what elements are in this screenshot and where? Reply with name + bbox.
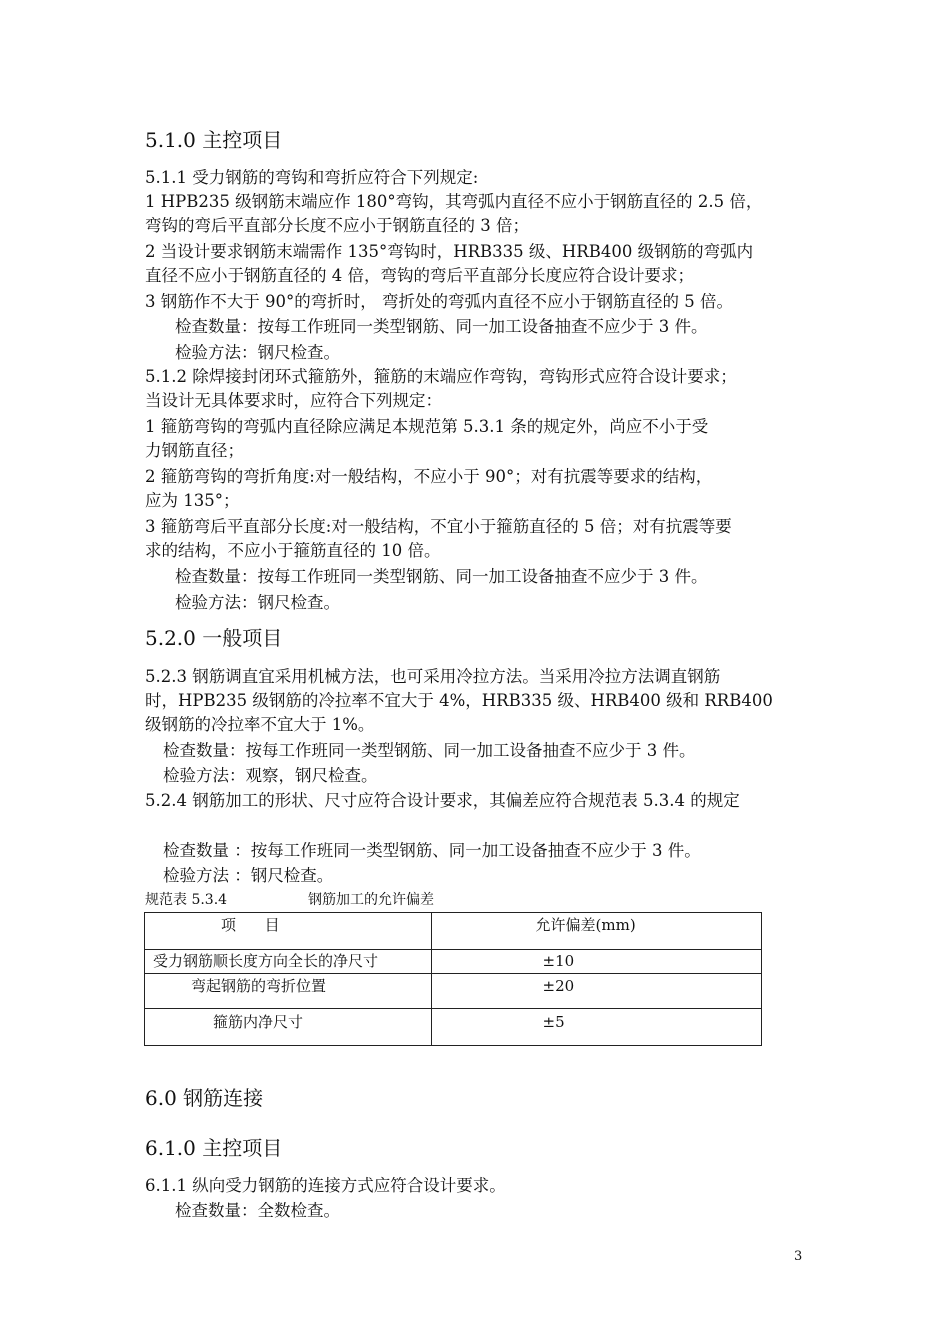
table-header-deviation: 允许偏差(mm) [431,913,761,950]
clause-5-1-1-item1-line2: 弯钩的弯后平直部分长度不应小于钢筋直径的 3 倍； [145,216,529,235]
clause-5-1-2-line2: 当设计无具体要求时，应符合下列规定： [145,391,442,410]
inspection-quantity: 检查数量：全数检查。 [175,1201,340,1220]
clause-5-2-3-line1: 5.2.3 钢筋调直宜采用机械方法，也可采用冷拉方法。当采用冷拉方法调直钢筋 [145,667,721,686]
table-header-row [145,913,762,950]
clause-5-1-1: 5.1.1 受力钢筋的弯钩和弯折应符合下列规定: [145,168,479,187]
heading-5-2-0: 5.2.0 一般项目 [145,626,283,650]
page-number: 3 [794,1249,803,1264]
table-cell-deviation: ±5 [431,1009,761,1046]
clause-5-1-1-item2-line2: 直径不应小于钢筋直径的 4 倍，弯钩的弯后平直部分长度应符合设计要求； [145,266,694,285]
clause-5-2-3-line2: 时，HPB235 级钢筋的冷拉率不宜大于 4%，HRB335 级、HRB400 级和 RRB400 [145,691,773,710]
heading-6-0: 6.0 钢筋连接 [145,1086,264,1110]
clause-5-1-2-item1-line2: 力钢筋直径； [145,441,244,460]
clause-5-1-2-item1-line1: 1 箍筋弯钩的弯弧内直径除应满足本规范第 5.3.1 条的规定外，尚应不小于受 [145,417,709,436]
table-cell-deviation: ±10 [431,950,761,974]
inspection-method: 检验方法：钢尺检查。 [175,343,340,362]
table-cell-item: 箍筋内净尺寸 [145,1009,432,1046]
inspection-quantity: 检查数量 ：按每工作班同一类型钢筋、同一加工设备抽查不应少于 3 件。 [163,841,701,860]
table-caption-number: 规范表 5.3.4 [145,892,228,908]
heading-6-1-0: 6.1.0 主控项目 [145,1136,283,1160]
clause-5-1-1-item1-line1: 1 HPB235 级钢筋末端应作 180°弯钩，其弯弧内直径不应小于钢筋直径的 2.5 倍， [145,192,763,211]
clause-5-1-1-item2-line1: 2 当设计要求钢筋末端需作 135°弯钩时，HRB335 级、HRB400 级钢筋的弯弧内 [145,242,754,261]
table-caption-title: 钢筋加工的允许偏差 [308,892,434,908]
clause-5-1-2-line1: 5.1.2 除焊接封闭环式箍筋外，箍筋的末端应作弯钩，弯钩形式应符合设计要求； [145,367,737,386]
clause-5-2-3-line3: 级钢筋的冷拉率不宜大于 1%。 [145,715,375,734]
inspection-quantity: 检查数量：按每工作班同一类型钢筋、同一加工设备抽查不应少于 3 件。 [175,567,708,586]
heading-5-1-0: 5.1.0 主控项目 [145,128,283,152]
table-header-item: 项 目 [145,913,432,950]
table-row [145,1009,762,1046]
table-cell-item: 弯起钢筋的弯折位置 [145,974,432,1009]
clause-5-1-2-item3-line1: 3 箍筋弯后平直部分长度:对一般结构，不宜小于箍筋直径的 5 倍；对有抗震等要 [145,517,732,536]
clause-6-1-1: 6.1.1 纵向受力钢筋的连接方式应符合设计要求。 [145,1176,506,1195]
inspection-method: 检验方法 ：钢尺检查。 [163,866,334,885]
clause-5-1-2-item2-line2: 应为 135°； [145,491,240,510]
inspection-method: 检验方法：钢尺检查。 [175,593,340,612]
inspection-quantity: 检查数量：按每工作班同一类型钢筋、同一加工设备抽查不应少于 3 件。 [175,317,708,336]
table-row [145,950,762,974]
clause-5-1-2-item3-line2: 求的结构，不应小于箍筋直径的 10 倍。 [145,541,441,560]
inspection-quantity: 检查数量：按每工作班同一类型钢筋、同一加工设备抽查不应少于 3 件。 [163,741,696,760]
table-cell-deviation: ±20 [431,974,761,1009]
clause-5-1-1-item3: 3 钢筋作不大于 90°的弯折时， 弯折处的弯弧内直径不应小于钢筋直径的 5 倍。 [145,292,733,311]
clause-5-2-4: 5.2.4 钢筋加工的形状、尺寸应符合设计要求，其偏差应符合规范表 5.3.4 的规定 [145,791,740,810]
table-row [145,974,762,1009]
inspection-method: 检验方法：观察，钢尺检查。 [163,766,378,785]
allowed-deviation-table [144,912,762,1046]
table-cell-item: 受力钢筋顺长度方向全长的净尺寸 [145,950,432,974]
clause-5-1-2-item2-line1: 2 箍筋弯钩的弯折角度:对一般结构，不应小于 90°；对有抗震等要求的结构， [145,467,713,486]
